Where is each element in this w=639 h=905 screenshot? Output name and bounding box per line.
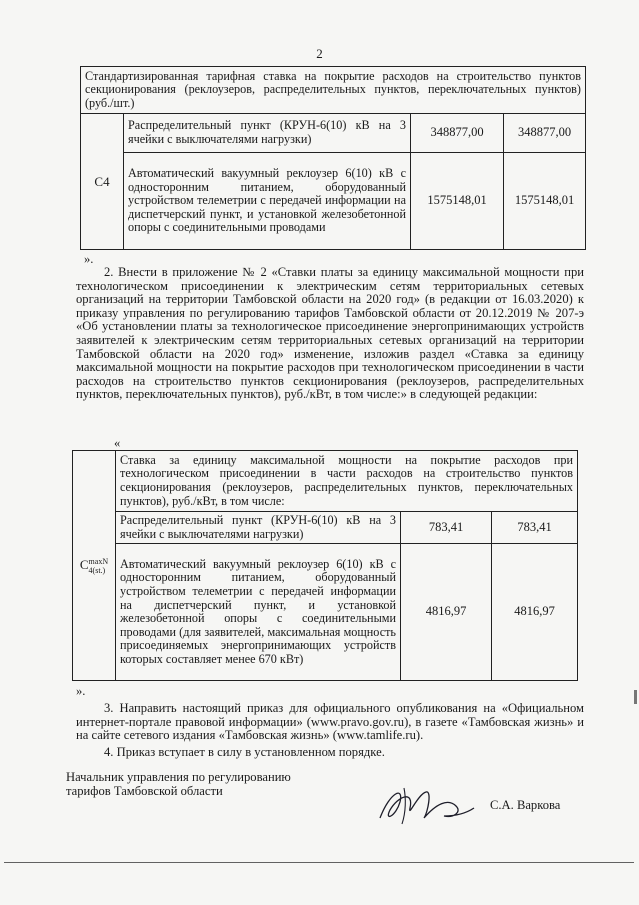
scan-edge-line xyxy=(4,862,634,863)
tariff-rate-table xyxy=(80,66,586,250)
position-line: Начальник управления по регулированию xyxy=(66,770,291,784)
signatory-name: С.А. Варкова xyxy=(490,798,561,812)
rate-table-header: Ставка за единицу максимальной мощности на покрытие расходов при технологическом присоединении в части расходов на строительство пунктов секционирования (реклоузеров, распределительных пунктов, переключательных пунктов), руб./кВт, в том числе: xyxy=(116,451,578,512)
row-value: 4816,97 xyxy=(401,544,492,681)
rate-code-sub: 4(st.) xyxy=(88,565,106,575)
paragraph-4: 4. Приказ вступает в силу в установленном порядке. xyxy=(104,745,385,759)
row-label: Распределительный пункт (КРУН-6(10) кВ на 3 ячейки с выключателями нагрузки) xyxy=(116,512,401,544)
row-value: 783,41 xyxy=(492,512,578,544)
page-number: 2 xyxy=(316,46,323,61)
closing-quote: ». xyxy=(84,252,94,266)
rate-code xyxy=(73,451,116,681)
row-value: 348877,00 xyxy=(411,114,504,153)
row-value: 348877,00 xyxy=(504,114,586,153)
signatory-position xyxy=(66,771,291,799)
handwritten-signature xyxy=(370,782,480,828)
paragraph-3: 3. Направить настоящий приказ для официального опубликования на «Официальном интернет-портале правовой информации» (www.pravo.gov.ru), в газете «Тамбовская жизнь» и на сайте сетевого издания «Тамбовская жизнь» (www.tamlife.ru). xyxy=(76,701,584,743)
tariff-code: С4 xyxy=(81,114,124,250)
row-value: 1575148,01 xyxy=(411,153,504,250)
tariff-table-header: Стандартизированная тарифная ставка на покрытие расходов на строительство пунктов секционирования (реклоузеров, распределительных пунктов, переключательных пунктов) (руб./шт.) xyxy=(81,67,586,114)
row-label: Автоматический вакуумный реклоузер 6(10) кВ с односторонним питанием, оборудованный устройством телеметрии с передачей информации на диспетчерский пункт, и установкой железобетонной опоры с соединительными проводами (для заявителей, максимальная мощность присоединяемых энергопринимающих устройств которых составляет менее 670 кВт) xyxy=(116,544,401,681)
rate-code-main: C xyxy=(79,556,89,572)
closing-quote: ». xyxy=(76,684,86,698)
max-power-rate-table xyxy=(72,450,578,681)
opening-quote: « xyxy=(114,436,121,450)
rate-code-sup: maxN xyxy=(88,556,109,566)
row-label: Автоматический вакуумный реклоузер 6(10) кВ с односторонним питанием, оборудованный устройством телеметрии с передачей информации на диспетчерский пункт, и установкой железобетонной опоры с соединительными проводами xyxy=(124,153,411,250)
scan-edge-mark xyxy=(634,690,637,704)
row-value: 4816,97 xyxy=(492,544,578,681)
row-label: Распределительный пункт (КРУН-6(10) кВ на 3 ячейки с выключателями нагрузки) xyxy=(124,114,411,153)
paragraph-2: 2. Внести в приложение № 2 «Ставки платы за единицу максимальной мощности при технологическом присоединении к электрическим сетям территориальных сетевых организаций на территории Тамбовской области на 2020 год» (в редакции от 16.03.2020) к приказу управления по регулированию тарифов Тамбовской области от 20.12.2019 № 207-э «Об установлении платы за технологическое присоединение энергопринимающих устройств заявителей к электрическим сетям территориальных сетевых организаций на территории Тамбовской области на 2020 год» изменение, изложив раздел «Ставка за единицу максимальной мощности на покрытие расходов при технологическом присоединении в части расходов на строительство пунктов секционирования (реклоузеров, распределительных пунктов, переключательных пунктов), руб./кВт, в том числе:» в следующей редакции: xyxy=(76,265,584,402)
row-value: 783,41 xyxy=(401,512,492,544)
row-value: 1575148,01 xyxy=(504,153,586,250)
position-line: тарифов Тамбовской области xyxy=(66,783,223,798)
